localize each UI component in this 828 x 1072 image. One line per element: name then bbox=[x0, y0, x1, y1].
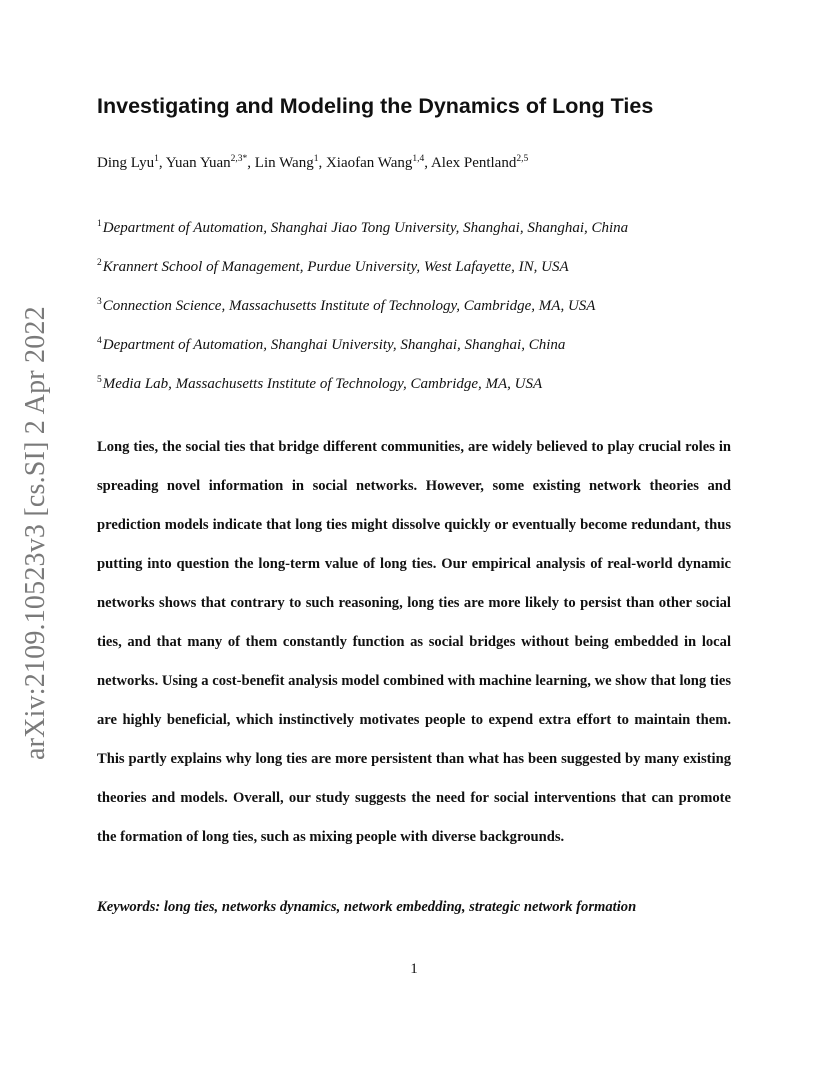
author: Lin Wang$^1$, bbox=[254, 154, 326, 171]
affiliation: $^5$Media Lab, Massachusetts Institute of Technology, Cambridge, MA, USA bbox=[97, 375, 543, 392]
affiliation: $^4$Department of Automation, Shanghai University, Shanghai, Shanghai, China bbox=[97, 336, 566, 353]
arxiv-identifier: arXiv:2109.10523v3 [cs.SI] 2 Apr 2022 bbox=[20, 306, 51, 760]
page-number: 1 bbox=[410, 961, 418, 977]
author: Xiaofan Wang$^{1,4}$, bbox=[325, 154, 431, 171]
author: Ding Lyu$^1$, bbox=[97, 154, 166, 171]
keywords: Keywords: long ties, networks dynamics, network embedding, strategic network formation bbox=[97, 899, 637, 915]
affiliation: $^2$Krannert School of Management, Purdue University, West Lafayette, IN, USA bbox=[97, 258, 569, 275]
affiliation-list bbox=[97, 219, 628, 414]
abstract: Long ties, the social ties that bridge different communities, are widely believed to play crucial roles in spreading novel information in social networks. However, some existing network theories and prediction models indicate that long ties might dissolve quickly or eventually become redundant, thus putting into question the long-term value of long ties. Our empirical analysis of real-world dynamic networks shows that contrary to such reasoning, long ties are more likely to persist than other social ties, and that many of them constantly function as social bridges without being embedded in local networks. Using a cost-benefit analysis model combined with machine learning, we show that long ties are highly beneficial, which instinctively motivates people to expend extra effort to maintain them. This partly explains why long ties are more persistent than what has been suggested by many existing theories and models. Overall, our study suggests the need for social interventions that can promote the formation of long ties, such as mixing people with diverse backgrounds. bbox=[97, 439, 731, 845]
author: Alex Pentland$^{2,5}$ bbox=[430, 154, 529, 171]
author-list bbox=[97, 155, 528, 172]
paper-title: Investigating and Modeling the Dynamics of Long Ties bbox=[97, 94, 654, 118]
author: Yuan Yuan$^{2,3*}$, bbox=[165, 154, 255, 171]
affiliation: $^3$Connection Science, Massachusetts Institute of Technology, Cambridge, MA, USA bbox=[97, 297, 596, 314]
affiliation: $^1$Department of Automation, Shanghai Jiao Tong University, Shanghai, Shanghai, China bbox=[97, 219, 629, 236]
